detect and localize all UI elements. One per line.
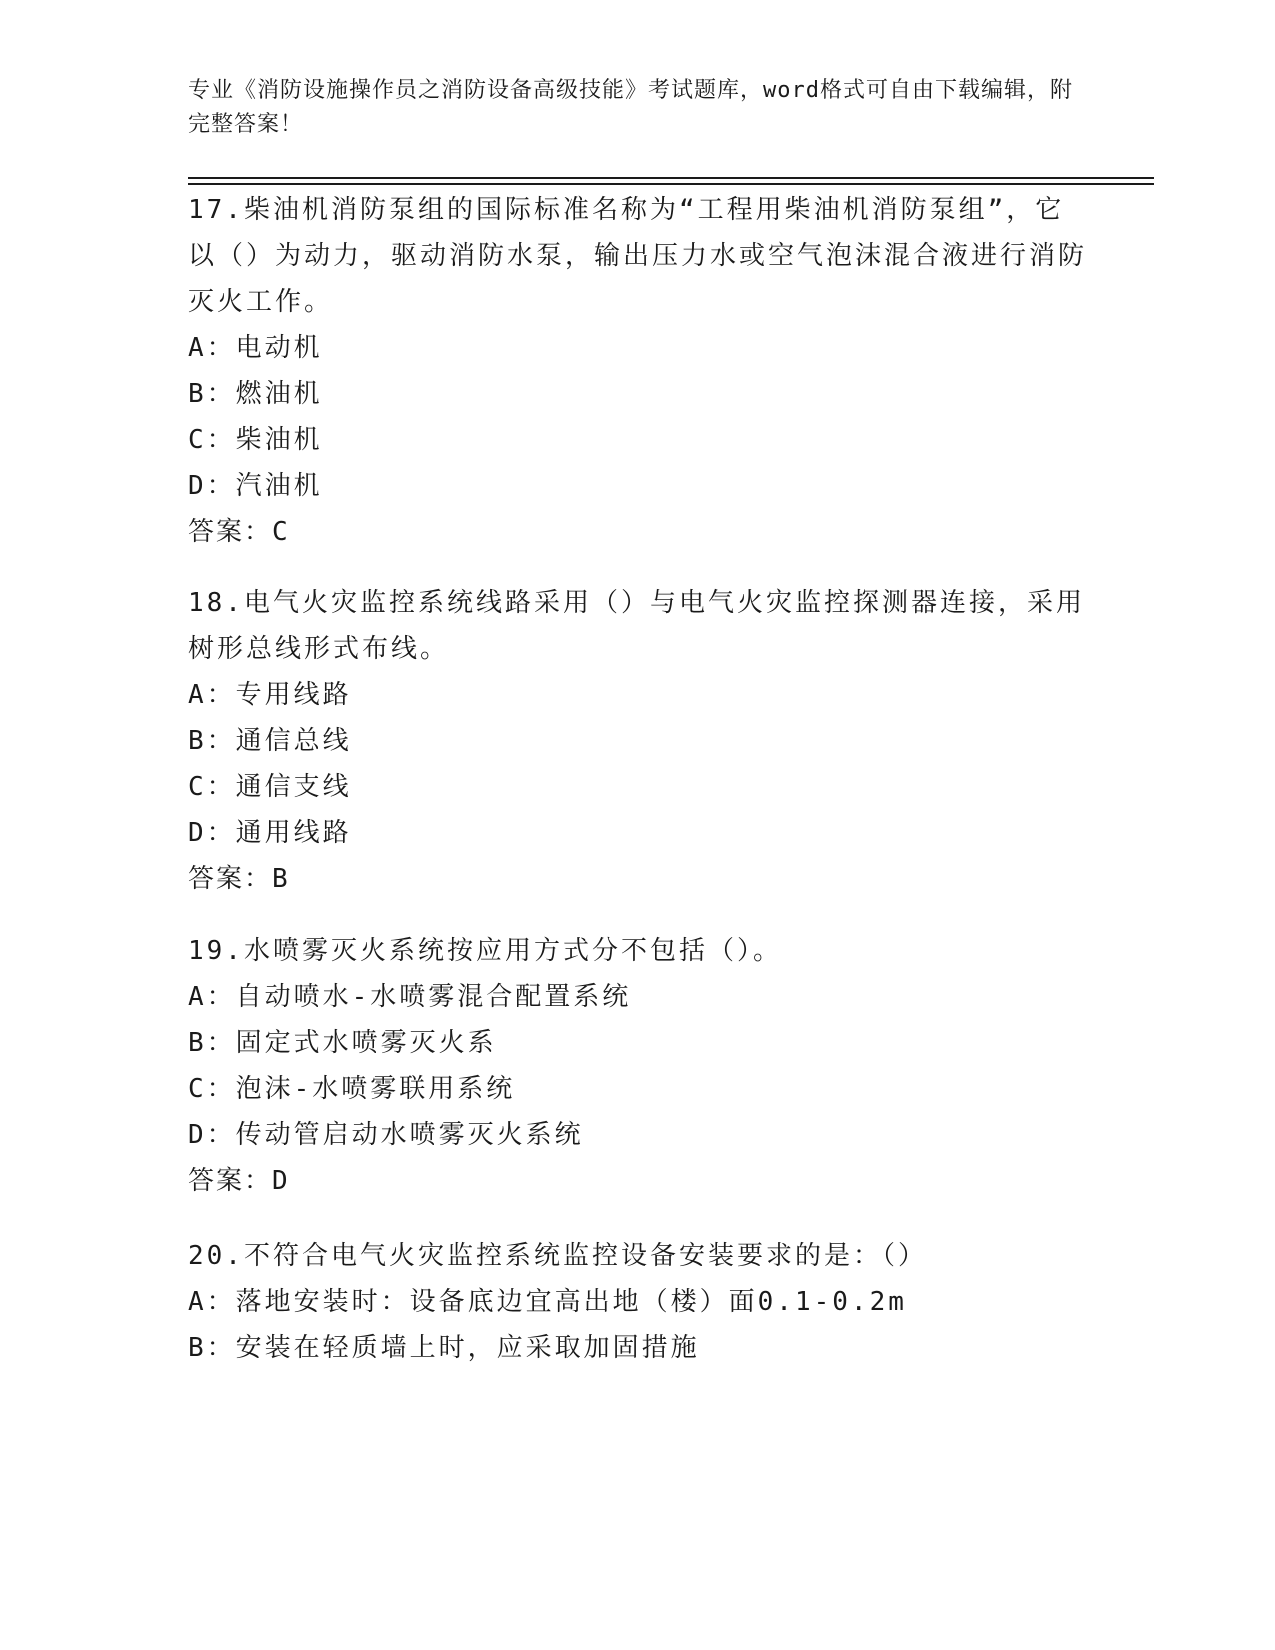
question-19 <box>188 928 1088 1204</box>
option-b: B：固定式水喷雾灭火系 <box>188 1028 497 1058</box>
option-a: A：落地安装时：设备底边宜高出地（楼）面0.1-0.2m <box>188 1287 907 1317</box>
answer-value: C <box>272 517 290 547</box>
answer-label: 答案： <box>188 517 273 547</box>
answer-value: D <box>272 1166 290 1196</box>
option-d: D：传动管启动水喷雾灭火系统 <box>188 1120 584 1150</box>
question-stem: 17.柴油机消防泵组的国际标准名称为“工程用柴油机消防泵组”，它以（）为动力，驱动消防水泵，输出压力水或空气泡沫混合液进行消防灭火工作。 <box>188 195 1088 317</box>
option-b: B：通信总线 <box>188 726 352 756</box>
answer-line <box>188 509 1088 555</box>
question-stem: 18.电气火灾监控系统线路采用（）与电气火灾监控探测器连接，采用树形总线形式布线。 <box>188 588 1085 664</box>
question-stem: 20.不符合电气火灾监控系统监控设备安装要求的是：（） <box>188 1241 927 1271</box>
option-d: D：汽油机 <box>188 471 323 501</box>
header-divider-bottom <box>188 183 1154 185</box>
answer-value: B <box>272 864 290 894</box>
header-divider-top <box>188 177 1154 179</box>
question-18 <box>188 580 1088 902</box>
question-stem: 19.水喷雾灭火系统按应用方式分不包括（）。 <box>188 936 782 966</box>
option-c: C：泡沫-水喷雾联用系统 <box>188 1074 516 1104</box>
question-20 <box>188 1233 1088 1371</box>
answer-line <box>188 1158 1088 1204</box>
document-header <box>188 74 1088 142</box>
option-a: A：专用线路 <box>188 680 352 710</box>
option-b: B：燃油机 <box>188 379 323 409</box>
option-c: C：柴油机 <box>188 425 323 455</box>
answer-line <box>188 856 1088 902</box>
answer-label: 答案： <box>188 864 273 894</box>
option-d: D：通用线路 <box>188 818 352 848</box>
option-a: A：自动喷水-水喷雾混合配置系统 <box>188 982 632 1012</box>
question-17 <box>188 187 1088 555</box>
answer-label: 答案： <box>188 1166 273 1196</box>
option-a: A：电动机 <box>188 333 323 363</box>
header-intro-text: 专业《消防设施操作员之消防设备高级技能》考试题库，word格式可自由下载编辑，附完整答案！ <box>188 78 1073 137</box>
option-b: B：安装在轻质墙上时，应采取加固措施 <box>188 1333 700 1363</box>
option-c: C：通信支线 <box>188 772 352 802</box>
